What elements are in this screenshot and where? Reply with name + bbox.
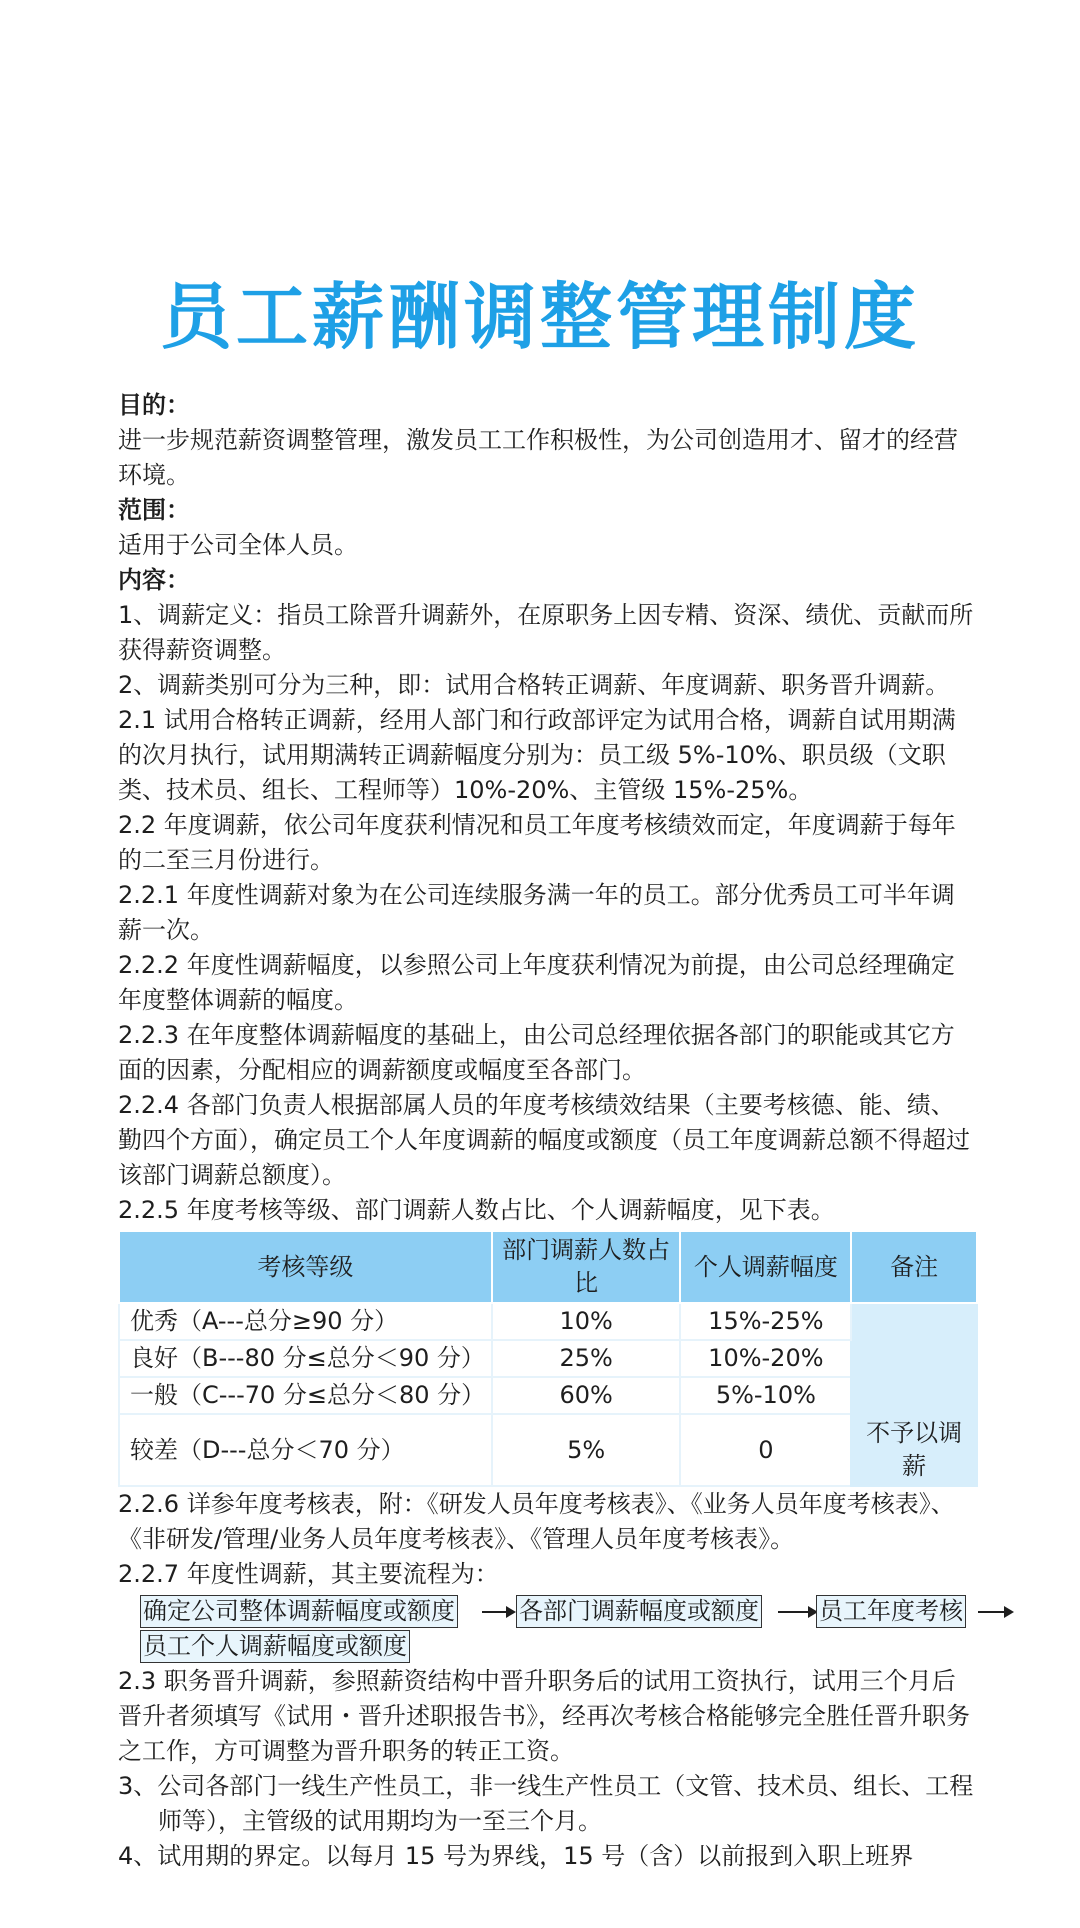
cell-grade: 良好（B---80 分≤总分＜90 分） [119, 1340, 492, 1377]
table-row [119, 1303, 977, 1340]
header-grade: 考核等级 [119, 1231, 492, 1303]
flow-step-department-range: 各部门调薪幅度或额度 [516, 1595, 762, 1628]
cell-range: 0 [680, 1414, 851, 1486]
table-header-row [119, 1231, 977, 1303]
flow-step-annual-review: 员工年度考核 [816, 1595, 966, 1628]
flow-arrow-icon [978, 1611, 1012, 1613]
paragraph-2-2-2: 2.2.2 年度性调薪幅度，以参照公司上年度获利情况为前提，由公司总经理确定年度整体调薪的幅度。 [118, 951, 955, 1014]
cell-note: 不予以调薪 [851, 1303, 977, 1486]
cell-ratio: 60% [492, 1377, 681, 1414]
paragraph-4: 4、试用期的界定。以每月 15 号为界线，15 号（含）以前报到入职上班界 [118, 1842, 914, 1870]
paragraph-2-2-3: 2.2.3 在年度整体调薪幅度的基础上，由公司总经理依据各部门的职能或其它方面的因素，分配相应的调薪额度或幅度至各部门。 [118, 1021, 955, 1084]
paragraph-2-2-5: 2.2.5 年度考核等级、部门调薪人数占比、个人调薪幅度，见下表。 [118, 1196, 835, 1224]
document-title: 员工薪酬调整管理制度 [159, 275, 920, 359]
table-row [119, 1340, 977, 1377]
header-range: 个人调薪幅度 [680, 1231, 851, 1303]
cell-range: 15%-25% [680, 1303, 851, 1340]
document-body [118, 388, 978, 1874]
paragraph-2-1: 2.1 试用合格转正调薪，经用人部门和行政部评定为试用合格，调薪自试用期满的次月执行，试用期满转正调薪幅度分别为：员工级 5%-10%、职员级（文职类、技术员、组长、工程师等）10%-20%、主管级 15%-25%。 [118, 706, 956, 804]
cell-range: 5%-10% [680, 1377, 851, 1414]
scope-heading: 范围： [118, 496, 190, 524]
content-heading: 内容： [118, 566, 190, 594]
cell-grade: 优秀（A---总分≥90 分） [119, 1303, 492, 1340]
paragraph-1: 1、调薪定义：指员工除晋升调薪外，在原职务上因专精、资深、绩优、贡献而所获得薪资调整。 [118, 601, 974, 664]
paragraph-2-2-1: 2.2.1 年度性调薪对象为在公司连续服务满一年的员工。部分优秀员工可半年调薪一次。 [118, 881, 955, 944]
paragraph-2-2-6: 2.2.6 详参年度考核表，附：《研发人员年度考核表》、《业务人员年度考核表》、《非研发/管理/业务人员年度考核表》、《管理人员年度考核表》。 [118, 1490, 955, 1553]
flow-arrow-icon [778, 1611, 816, 1613]
paragraph-3: 3、公司各部门一线生产性员工，非一线生产性员工（文管、技术员、组长、工程师等），主管级的试用期均为一至三个月。 [118, 1772, 974, 1835]
cell-ratio: 10% [492, 1303, 681, 1340]
header-note: 备注 [851, 1231, 977, 1303]
paragraph-2-2-4: 2.2.4 各部门负责人根据部属人员的年度考核绩效结果（主要考核德、能、绩、勤四个方面），确定员工个人年度调薪的幅度或额度（员工年度调薪总额不得超过该部门调薪总额度）。 [118, 1091, 970, 1189]
paragraph-2-2-7: 2.2.7 年度性调薪，其主要流程为： [118, 1560, 499, 1588]
cell-range: 10%-20% [680, 1340, 851, 1377]
grade-table [118, 1230, 978, 1487]
table-row [119, 1377, 977, 1414]
header-ratio: 部门调薪人数占比 [492, 1231, 681, 1303]
table-row [119, 1414, 977, 1486]
paragraph-2-2: 2.2 年度调薪，依公司年度获利情况和员工年度考核绩效而定，年度调薪于每年的二至三月份进行。 [118, 811, 956, 874]
process-flow [118, 1594, 978, 1664]
cell-ratio: 25% [492, 1340, 681, 1377]
paragraph-2: 2、调薪类别可分为三种，即：试用合格转正调薪、年度调薪、职务晋升调薪。 [118, 671, 950, 699]
purpose-heading: 目的： [118, 391, 190, 419]
purpose-text: 进一步规范薪资调整管理，激发员工工作积极性，为公司创造用才、留才的经营环境。 [118, 426, 958, 489]
cell-grade: 一般（C---70 分≤总分＜80 分） [119, 1377, 492, 1414]
paragraph-2-3: 2.3 职务晋升调薪，参照薪资结构中晋升职务后的试用工资执行，试用三个月后晋升者须填写《试用・晋升述职报告书》，经再次考核合格能够完全胜任晋升职务之工作，方可调整为晋升职务的转正工资。 [118, 1667, 970, 1765]
cell-ratio: 5% [492, 1414, 681, 1486]
flow-step-personal-range: 员工个人调薪幅度或额度 [140, 1630, 410, 1663]
flow-step-company-range: 确定公司整体调薪幅度或额度 [140, 1595, 458, 1628]
flow-arrow-icon [482, 1611, 514, 1613]
cell-grade: 较差（D---总分＜70 分） [119, 1414, 492, 1486]
scope-text: 适用于公司全体人员。 [118, 531, 358, 559]
